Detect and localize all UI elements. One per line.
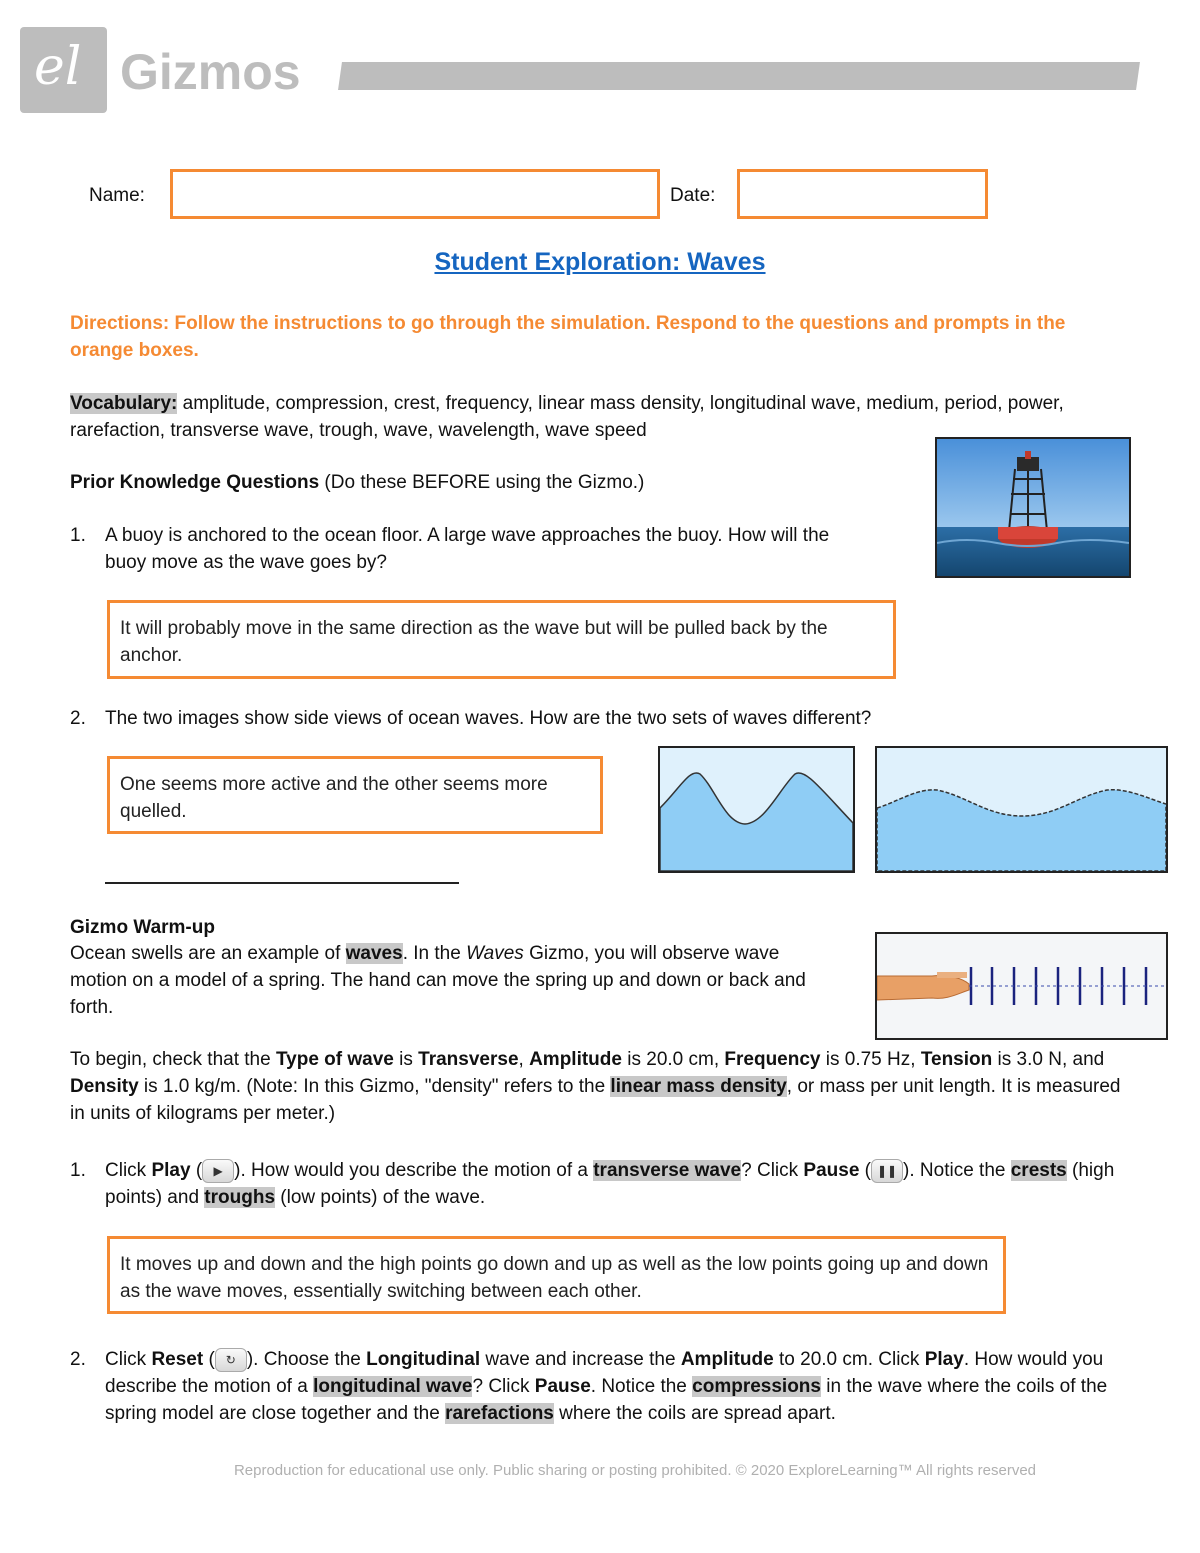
wave-image-gentle (875, 746, 1168, 873)
term-waves: waves (345, 943, 403, 964)
answer-box-warmup-1[interactable] (107, 1236, 1006, 1314)
text: Click (105, 1160, 152, 1181)
text: is 20.0 cm, (621, 1049, 725, 1070)
answer-box-prior-2[interactable] (107, 756, 603, 834)
pause-icon: ❚❚ (871, 1159, 903, 1183)
text: ( (190, 1160, 203, 1181)
answer-text: It will probably move in the same direction as the wave but will be pulled back by the anchor. (120, 618, 828, 666)
date-label: Date: (670, 185, 716, 206)
spring-model-image (875, 932, 1168, 1040)
term: Play (151, 1160, 191, 1181)
answer-text: One seems more active and the other seems more quelled. (120, 774, 548, 822)
divider (105, 882, 459, 884)
logo-mark: el (34, 37, 82, 97)
buoy-illustration (937, 439, 1129, 576)
text: . In the (402, 943, 467, 964)
term-crests: crests (1010, 1160, 1067, 1181)
warmup-question-1 (105, 1157, 1145, 1211)
term: Amplitude (529, 1049, 622, 1070)
term: Type of wave (275, 1049, 394, 1070)
text: ( (859, 1160, 872, 1181)
page-title: Student Exploration: Waves (434, 248, 766, 276)
gizmos-logo (20, 27, 107, 113)
question-number: 2. (70, 708, 86, 729)
text: is 0.75 Hz, (820, 1049, 921, 1070)
gizmo-name: Waves (466, 943, 524, 964)
term-compressions: compressions (692, 1376, 821, 1397)
question-number: 1. (70, 1160, 86, 1181)
name-field[interactable] (170, 169, 660, 219)
text: Click (105, 1349, 152, 1370)
answer-box-prior-1[interactable] (107, 600, 896, 679)
text: to 20.0 cm. Click (773, 1349, 925, 1370)
text: To begin, check that the (70, 1049, 276, 1070)
prior-note: (Do these BEFORE using the Gizmo.) (319, 472, 645, 493)
footer-copyright: Reproduction for educational use only. Public sharing or posting prohibited. © 2020 ExploreLearning™ All rights reserved (233, 1462, 1037, 1479)
text: ? Click (741, 1160, 804, 1181)
prior-knowledge-heading (70, 469, 644, 496)
tall-waves-illustration (660, 748, 853, 871)
prior-question-2: The two images show side views of ocean waves. How are the two sets of waves different? (105, 708, 872, 729)
date-field[interactable] (737, 169, 988, 219)
warmup-paragraph-1 (70, 940, 830, 1021)
term-transverse-wave: transverse wave (593, 1160, 742, 1181)
text: (low points) of the wave. (275, 1187, 486, 1208)
text: where the coils are spread apart. (553, 1403, 836, 1424)
directions: Directions: Follow the instructions to go through the simulation. Respond to the questions and prompts in the orange boxes. (70, 313, 1066, 361)
text: ). Notice the (903, 1160, 1011, 1181)
warmup-paragraph-2 (70, 1046, 1130, 1127)
term: Amplitude (680, 1349, 774, 1370)
text: Gizmo, you will observe wave motion on a model of a spring. The hand can move the spring up and down or back and forth. (70, 943, 806, 1018)
term-troughs: troughs (204, 1187, 276, 1208)
term-rarefactions: rarefactions (445, 1403, 554, 1424)
text: . Notice the (590, 1376, 693, 1397)
term-linear-mass-density: linear mass density (610, 1076, 787, 1097)
text: Ocean swells are an example of (70, 943, 346, 964)
term: Pause (803, 1160, 860, 1181)
term: Tension (920, 1049, 993, 1070)
warmup-question-2 (105, 1346, 1145, 1427)
text: , (518, 1049, 530, 1070)
vocabulary-label: Vocabulary: (70, 393, 178, 414)
term: Transverse (418, 1049, 519, 1070)
question-number: 1. (70, 525, 86, 546)
warmup-heading: Gizmo Warm-up (70, 917, 215, 938)
term: Play (924, 1349, 964, 1370)
term-longitudinal-wave: longitudinal wave (313, 1376, 473, 1397)
reset-icon: ↻ (215, 1348, 247, 1372)
text: ( (203, 1349, 215, 1370)
answer-text: It moves up and down and the high points go down and up as well as the low points going up and down as the wave moves, essentially switching between each other. (120, 1254, 989, 1302)
text: (high points) and (105, 1160, 1115, 1208)
text: in the wave where the coils of the spring model are close together and the (105, 1376, 1108, 1424)
text: is (393, 1049, 419, 1070)
wave-image-tall (658, 746, 855, 873)
hand-spring-illustration (877, 934, 1166, 1038)
play-icon: ▶ (202, 1159, 234, 1183)
text: is 3.0 N, and (992, 1049, 1105, 1070)
vocabulary-list: amplitude, compression, crest, frequency, linear mass density, longitudinal wave, medium, period, power, rarefaction, transverse wave, trough, wave, wavelength, wave speed (70, 393, 1064, 441)
term: Reset (151, 1349, 204, 1370)
text: ? Click (472, 1376, 535, 1397)
brand-name: Gizmos (120, 44, 301, 100)
term: Frequency (724, 1049, 821, 1070)
term: Density (70, 1076, 139, 1097)
gentle-waves-illustration (877, 748, 1166, 871)
text: , or mass per unit length. It is measured in units of kilograms per meter.) (70, 1076, 1121, 1124)
buoy-image (935, 437, 1131, 578)
text: is 1.0 kg/m. (Note: In this Gizmo, "density" refers to the (138, 1076, 611, 1097)
question-number: 2. (70, 1349, 86, 1370)
term: Longitudinal (366, 1349, 481, 1370)
name-label: Name: (89, 185, 145, 206)
text: ). Choose the (246, 1349, 367, 1370)
header-bar (338, 62, 1140, 90)
term: Pause (534, 1376, 591, 1397)
text: wave and increase the (480, 1349, 681, 1370)
text: ). How would you describe the motion of a (234, 1160, 594, 1181)
prior-heading: Prior Knowledge Questions (70, 472, 320, 493)
vocabulary (70, 390, 1140, 444)
text: . How would you describe the motion of a (105, 1349, 1104, 1397)
prior-question-1: A buoy is anchored to the ocean floor. A large wave approaches the buoy. How will the buoy move as the wave goes by? (105, 525, 830, 573)
